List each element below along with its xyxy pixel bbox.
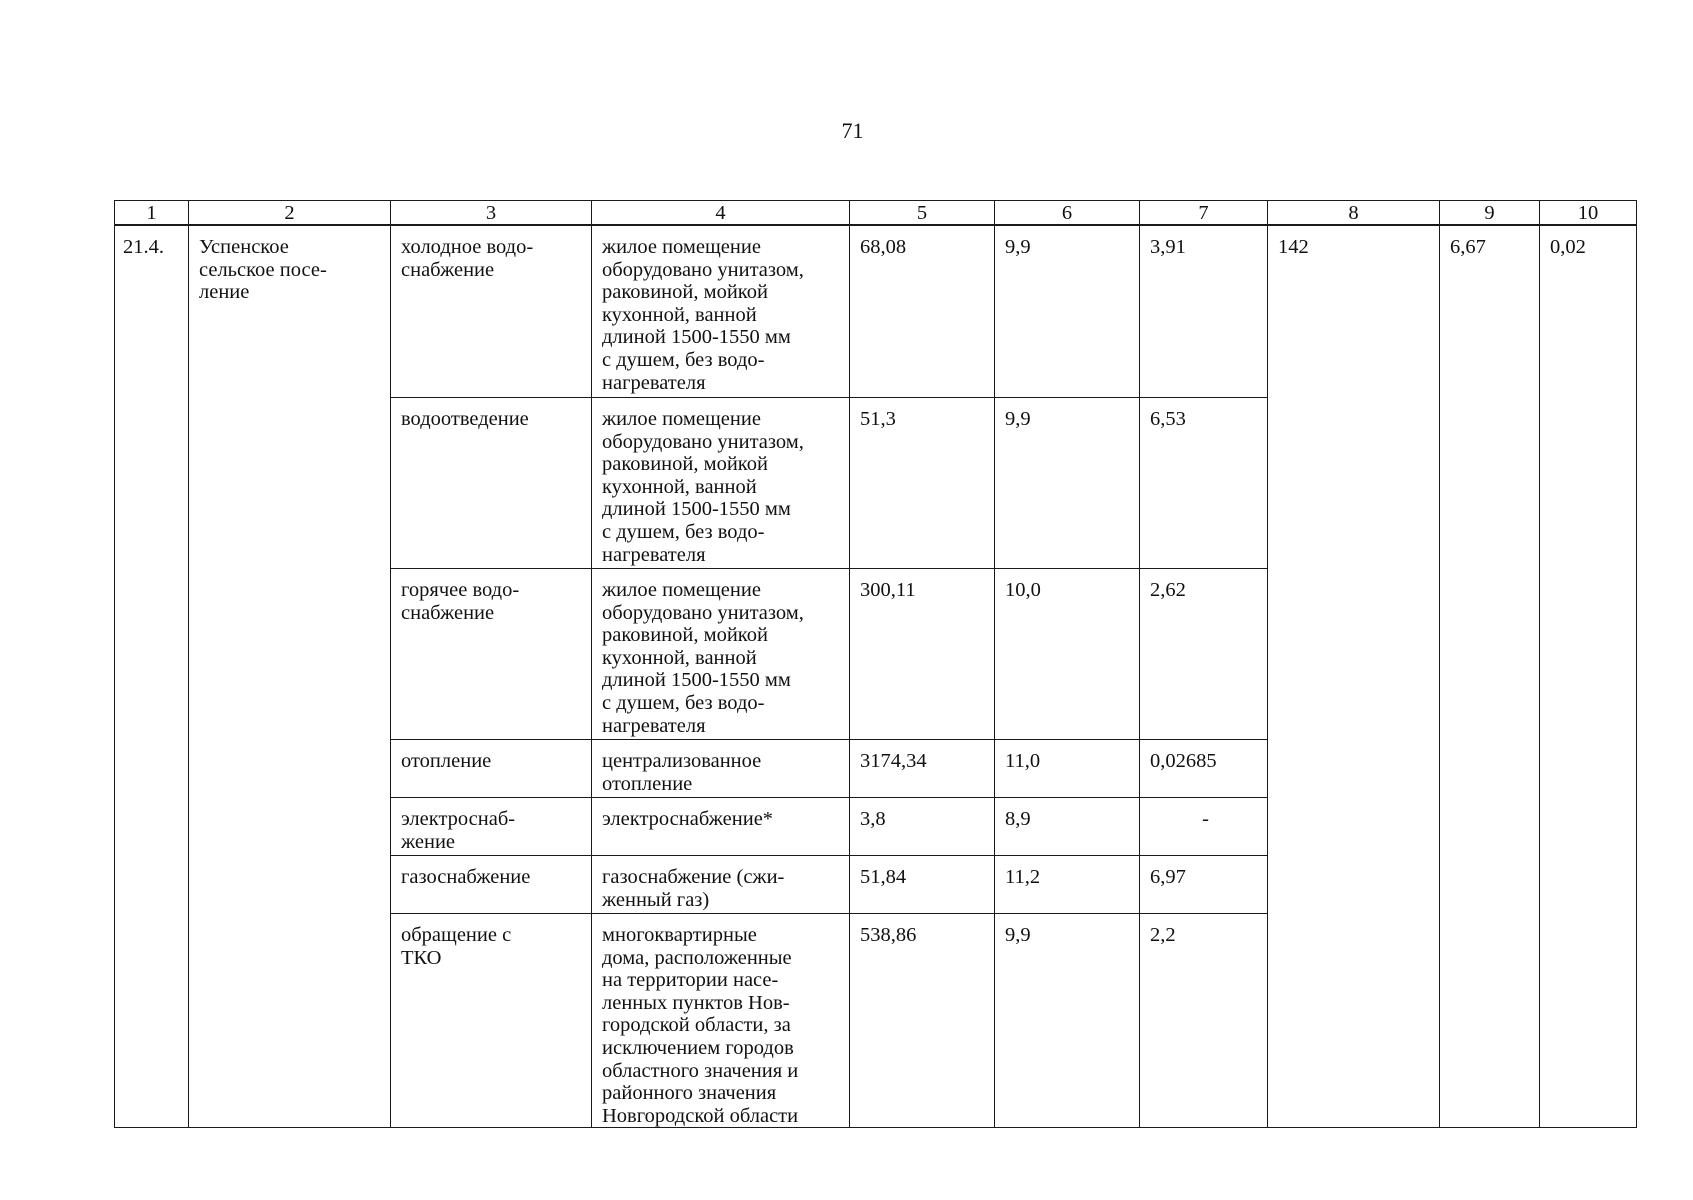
col7-cell <box>1140 569 1268 740</box>
row-number: 21.4. <box>123 236 164 258</box>
col5-cell <box>850 856 995 914</box>
col5-value: 3174,34 <box>860 750 927 772</box>
header-row <box>115 201 1637 226</box>
header-col-7: 7 <box>1140 201 1268 226</box>
header-col-8: 8 <box>1268 201 1440 226</box>
col6-cell <box>995 740 1140 798</box>
service-description: жилое помещение оборудовано унитазом, раковиной, мойкой кухонной, ванной длиной 1500-1550 мм с душем, без водо- нагревателя <box>602 236 804 394</box>
description-cell <box>592 856 850 914</box>
description-cell <box>592 740 850 798</box>
col7-value: 6,53 <box>1150 408 1186 430</box>
service-name: обращение с ТКО <box>401 924 512 969</box>
service-cell <box>391 856 592 914</box>
service-description: многоквартирные дома, расположенные на территории насе- ленных пунктов Нов- городской области, за исключением городов областного значения и районного значения Новгородской области <box>602 924 799 1127</box>
description-cell <box>592 398 850 569</box>
service-cell <box>391 225 592 398</box>
col5-value: 68,08 <box>860 236 907 258</box>
col5-value: 300,11 <box>860 579 916 601</box>
row-number-cell <box>115 225 189 1128</box>
col6-value: 8,9 <box>1005 808 1031 830</box>
col7-cell <box>1140 740 1268 798</box>
col9-value: 6,67 <box>1450 236 1486 258</box>
service-description: жилое помещение оборудовано унитазом, раковиной, мойкой кухонной, ванной длиной 1500-1550 мм с душем, без водо- нагревателя <box>602 408 804 566</box>
header-col-2: 2 <box>189 201 391 226</box>
col5-cell <box>850 569 995 740</box>
service-description: жилое помещение оборудовано унитазом, раковиной, мойкой кухонной, ванной длиной 1500-1550 мм с душем, без водо- нагревателя <box>602 579 804 737</box>
service-cell <box>391 569 592 740</box>
col6-cell <box>995 856 1140 914</box>
col6-value: 10,0 <box>1005 579 1041 601</box>
col6-value: 11,2 <box>1005 866 1041 888</box>
service-name: водоотведение <box>401 408 529 430</box>
col5-cell <box>850 740 995 798</box>
service-name: электроснаб- жение <box>401 808 516 853</box>
col6-value: 9,9 <box>1005 236 1031 258</box>
page-number: 71 <box>841 118 864 143</box>
description-cell <box>592 914 850 1128</box>
col5-value: 51,84 <box>860 866 907 888</box>
header-col-1: 1 <box>115 201 189 226</box>
col5-cell <box>850 398 995 569</box>
col5-value: 3,8 <box>860 808 886 830</box>
col10-cell <box>1540 225 1637 1128</box>
tariff-table <box>114 200 1637 1128</box>
col7-cell <box>1140 798 1268 856</box>
header-col-4: 4 <box>592 201 850 226</box>
col7-value: 2,62 <box>1150 579 1186 601</box>
col8-cell <box>1268 225 1440 1128</box>
header-col-10: 10 <box>1540 201 1637 226</box>
col6-value: 9,9 <box>1005 408 1031 430</box>
col5-value: 51,3 <box>860 408 896 430</box>
service-name: газоснабжение <box>401 866 531 888</box>
service-cell <box>391 398 592 569</box>
col5-cell <box>850 914 995 1128</box>
description-cell <box>592 569 850 740</box>
header-col-9: 9 <box>1440 201 1540 226</box>
col6-value: 11,0 <box>1005 750 1041 772</box>
col6-cell <box>995 225 1140 398</box>
settlement-name: Успенское сельское посе- ление <box>199 236 327 304</box>
col7-value: 2,2 <box>1150 924 1176 946</box>
header-col-6: 6 <box>995 201 1140 226</box>
col7-value: 0,02685 <box>1150 750 1217 772</box>
col7-value: 6,97 <box>1150 866 1186 888</box>
description-cell <box>592 225 850 398</box>
col7-value: 3,91 <box>1150 236 1186 258</box>
col6-cell <box>995 798 1140 856</box>
service-description: централизованное отопление <box>602 750 762 795</box>
service-description: электроснабжение* <box>602 808 774 830</box>
col5-cell <box>850 225 995 398</box>
header-col-5: 5 <box>850 201 995 226</box>
col10-value: 0,02 <box>1550 236 1586 258</box>
col5-cell <box>850 798 995 856</box>
table-row <box>115 225 1637 398</box>
col9-cell <box>1440 225 1540 1128</box>
header-col-3: 3 <box>391 201 592 226</box>
col6-cell <box>995 398 1140 569</box>
service-cell <box>391 914 592 1128</box>
settlement-cell <box>189 225 391 1128</box>
col5-value: 538,86 <box>860 924 917 946</box>
col6-cell <box>995 569 1140 740</box>
col7-cell <box>1140 225 1268 398</box>
col7-cell <box>1140 856 1268 914</box>
col7-cell <box>1140 398 1268 569</box>
col7-cell <box>1140 914 1268 1128</box>
col7-value: - <box>1202 808 1209 830</box>
service-name: холодное водо- снабжение <box>401 236 534 281</box>
col6-value: 9,9 <box>1005 924 1031 946</box>
col6-cell <box>995 914 1140 1128</box>
col8-value: 142 <box>1278 236 1309 258</box>
service-name: горячее водо- снабжение <box>401 579 520 624</box>
service-cell <box>391 740 592 798</box>
service-description: газоснабжение (сжи- женный газ) <box>602 866 785 911</box>
description-cell <box>592 798 850 856</box>
service-name: отопление <box>401 750 492 772</box>
service-cell <box>391 798 592 856</box>
